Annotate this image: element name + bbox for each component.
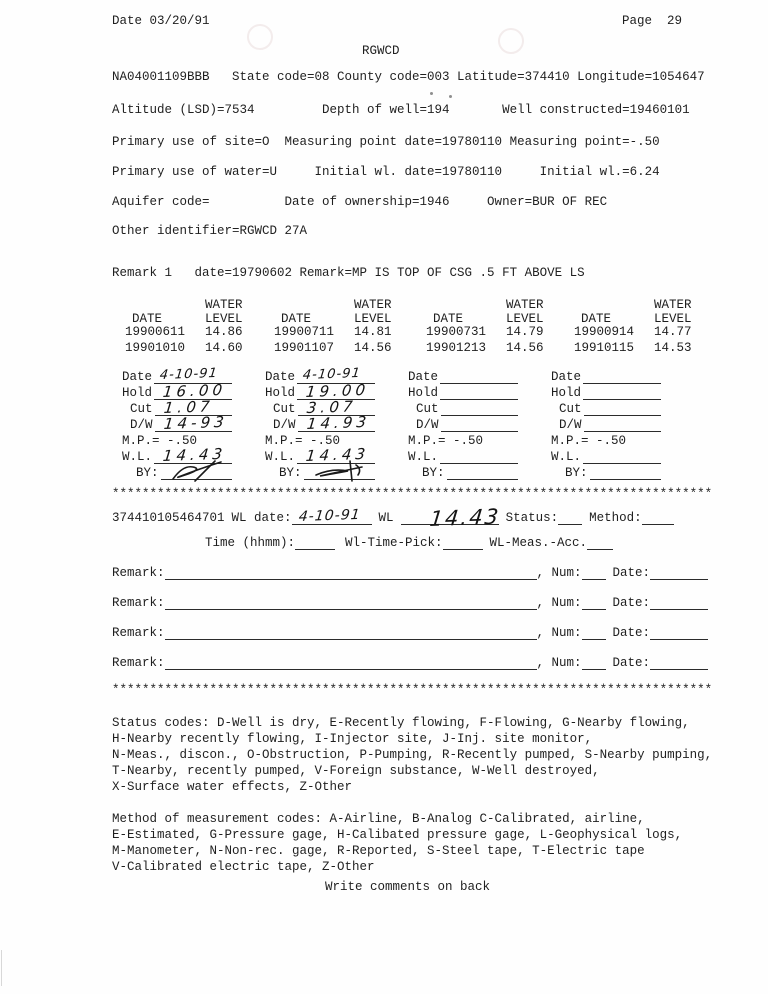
station-id: 374410105464701 [112, 511, 225, 525]
status-codes-line: X-Surface water effects, Z-Other [112, 780, 353, 794]
method-codes-line: V-Calibrated electric tape, Z-Other [112, 860, 375, 874]
field-label-wl: W.L. [122, 450, 153, 464]
method-label: Method: [589, 511, 642, 525]
water-date-value: 19900711 [274, 325, 335, 339]
date-blank [650, 657, 708, 670]
field-label-dw: D/W [559, 418, 582, 432]
column-header-date: DATE [433, 312, 464, 326]
field-label-mp: M.P.= -.50 [265, 434, 341, 448]
num-blank [582, 567, 606, 580]
wl-date-blank [292, 506, 372, 525]
status-codes-line: T-Nearby, recently pumped, V-Foreign substance, W-Well destroyed, [112, 764, 600, 778]
well-info-line: Aquifer code= Date of ownership=1946 Owner=BUR OF REC [112, 195, 608, 209]
column-header-water: WATER [506, 298, 544, 312]
date-blank [583, 368, 661, 384]
wl-date-label: WL date: [231, 511, 292, 525]
num-label: , Num: [536, 656, 582, 670]
field-label-date: Date [551, 370, 582, 384]
num-label: , Num: [536, 626, 582, 640]
water-level-value: 14.56 [506, 341, 544, 355]
status-codes-line: N-Meas., discon., O-Obstruction, P-Pumping, R-Recently pumped, S-Nearby pumping, [112, 748, 713, 762]
dw-blank [441, 416, 518, 432]
field-label-date: Date [265, 370, 296, 384]
wl-entry-line2 [205, 536, 665, 550]
date-blank [440, 368, 518, 384]
well-info-line: NA04001109BBB State code=08 County code=003 Latitude=374410 Longitude=1054647 [112, 70, 705, 84]
field-label-mp: M.P.= -.50 [408, 434, 484, 448]
method-blank [642, 512, 674, 525]
field-card [122, 365, 232, 480]
water-table-group [269, 298, 419, 358]
meas-acc-label: WL-Meas.-Acc. [489, 536, 588, 550]
hold-blank [440, 384, 518, 400]
field-label-mp: M.P.= -.50 [122, 434, 198, 448]
date-label: Date: [612, 626, 651, 640]
by-blank [161, 464, 232, 480]
water-table-group [120, 298, 270, 358]
remark-blank [165, 657, 537, 670]
field-label-hold: Hold [408, 386, 439, 400]
column-header-level: LEVEL [205, 312, 243, 326]
field-card [551, 368, 661, 480]
punch-hole [498, 28, 524, 54]
remark-label: Remark: [112, 626, 165, 640]
header-date: Date 03/20/91 [112, 14, 210, 28]
scan-edge [1, 950, 2, 986]
wl-blank [440, 448, 518, 464]
remark-row [112, 566, 712, 580]
column-header-level: LEVEL [354, 312, 392, 326]
separator-line: ******************************************************************************** [112, 683, 713, 697]
num-label: , Num: [536, 566, 582, 580]
cut-blank [584, 400, 661, 416]
well-info-line: Other identifier=RGWCD 27A [112, 224, 308, 238]
field-label-dw: D/W [273, 418, 296, 432]
field-label-dw: D/W [416, 418, 439, 432]
field-label-hold: Hold [265, 386, 296, 400]
num-blank [582, 597, 606, 610]
date-label: Date: [612, 656, 651, 670]
time-label: Time (hhmm): [205, 536, 296, 550]
time-pick-label: Wl-Time-Pick: [345, 536, 443, 550]
remark-blank [165, 597, 537, 610]
handwritten-wl-value: 14.43 [428, 504, 501, 531]
time-blank [295, 537, 335, 550]
date-label: Date: [612, 566, 651, 580]
field-label-date: Date [408, 370, 439, 384]
handwritten-wl: 14.43 [305, 444, 371, 465]
field-label-by: BY: [279, 466, 302, 480]
column-header-date: DATE [581, 312, 612, 326]
well-info-line: Primary use of site=O Measuring point date=19780110 Measuring point=-.50 [112, 135, 660, 149]
field-label-cut: Cut [130, 402, 153, 416]
water-date-value: 19900731 [426, 325, 487, 339]
field-label-by: BY: [422, 466, 445, 480]
handwritten-wl: 14.43 [162, 444, 228, 465]
wl-blank [583, 448, 661, 464]
column-header-date: DATE [132, 312, 163, 326]
water-table-group [569, 298, 719, 358]
by-blank [447, 464, 518, 480]
date-blank [650, 627, 708, 640]
field-label-wl: W.L. [408, 450, 439, 464]
handwritten-hold: 16.00 [162, 380, 228, 401]
handwritten-dw: 14-93 [162, 412, 229, 433]
dw-blank [155, 412, 232, 433]
signature [312, 459, 370, 485]
water-date-value: 19901107 [274, 341, 335, 355]
well-info-line: Primary use of water=U Initial wl. date=19780110 Initial wl.=6.24 [112, 165, 660, 179]
wl-entry-line [112, 504, 712, 531]
water-date-value: 19910115 [574, 341, 635, 355]
field-label-cut: Cut [273, 402, 296, 416]
wl-value-blank [401, 504, 501, 531]
remark-label: Remark: [112, 566, 165, 580]
status-label: Status: [505, 511, 559, 525]
scan-speck [449, 95, 452, 98]
signature [169, 459, 227, 485]
remark-label: Remark: [112, 596, 165, 610]
remark-label: Remark: [112, 656, 165, 670]
field-label-hold: Hold [122, 386, 153, 400]
field-label-wl: W.L. [265, 450, 296, 464]
field-card [408, 368, 518, 480]
field-card [265, 365, 375, 480]
page-number: Page 29 [622, 14, 683, 28]
field-label-mp: M.P.= -.50 [551, 434, 627, 448]
column-header-water: WATER [205, 298, 243, 312]
footer-note: Write comments on back [325, 880, 491, 894]
method-codes-line: M-Manometer, N-Non-rec. gage, R-Reported, S-Steel tape, T-Electric tape [112, 844, 645, 858]
method-codes-line: E-Estimated, G-Pressure gage, H-Calibated pressure gage, L-Geophysical logs, [112, 828, 683, 842]
status-codes-line: H-Nearby recently flowing, I-Injector site, J-Inj. site monitor, [112, 732, 593, 746]
water-level-value: 14.77 [654, 325, 692, 339]
water-level-value: 14.53 [654, 341, 692, 355]
dw-blank [298, 412, 375, 433]
column-header-level: LEVEL [654, 312, 692, 326]
date-blank [650, 597, 708, 610]
num-blank [582, 627, 606, 640]
field-label-cut: Cut [559, 402, 582, 416]
field-label-hold: Hold [551, 386, 582, 400]
water-level-value: 14.60 [205, 341, 243, 355]
status-codes-line: Status codes: D-Well is dry, E-Recently flowing, F-Flowing, G-Nearby flowing, [112, 716, 690, 730]
time-pick-blank [443, 537, 483, 550]
water-date-value: 19900611 [125, 325, 186, 339]
column-header-water: WATER [654, 298, 692, 312]
column-header-level: LEVEL [506, 312, 544, 326]
water-level-value: 14.56 [354, 341, 392, 355]
field-label-date: Date [122, 370, 153, 384]
by-blank [304, 464, 375, 480]
date-label: Date: [612, 596, 651, 610]
dw-blank [584, 416, 661, 432]
well-info-line: Altitude (LSD)=7534 Depth of well=194 Well constructed=19460101 [112, 103, 690, 117]
handwritten-cut: 1.07 [162, 397, 215, 417]
status-blank [558, 512, 582, 525]
num-label: , Num: [536, 596, 582, 610]
meas-acc-blank [587, 537, 613, 550]
water-level-value: 14.81 [354, 325, 392, 339]
handwritten-dw: 14.93 [305, 412, 371, 433]
water-date-value: 19901213 [426, 341, 487, 355]
doc-title: RGWCD [362, 44, 400, 58]
separator-line: ******************************************************************************** [112, 487, 713, 501]
wl-label: WL [378, 511, 394, 525]
hold-blank [583, 384, 661, 400]
date-blank [650, 567, 708, 580]
handwritten-date: 4-10-91 [302, 365, 362, 383]
remark-row [112, 626, 712, 640]
remark-row [112, 596, 712, 610]
remark-blank [165, 567, 537, 580]
remark1-line: Remark 1 date=19790602 Remark=MP IS TOP OF CSG .5 FT ABOVE LS [112, 266, 585, 280]
handwritten-hold: 19.00 [305, 380, 371, 401]
punch-hole [247, 24, 273, 50]
column-header-date: DATE [281, 312, 312, 326]
method-codes-line: Method of measurement codes: A-Airline, B-Analog C-Calibrated, airline, [112, 812, 645, 826]
handwritten-date: 4-10-91 [159, 365, 219, 383]
scan-speck [430, 92, 433, 95]
remark-blank [165, 627, 537, 640]
field-label-by: BY: [565, 466, 588, 480]
water-table-group [421, 298, 571, 358]
column-header-water: WATER [354, 298, 392, 312]
field-label-wl: W.L. [551, 450, 582, 464]
num-blank [582, 657, 606, 670]
water-date-value: 19900914 [574, 325, 635, 339]
handwritten-wl-date: 4-10-91 [297, 506, 362, 525]
handwritten-cut: 3.07 [305, 397, 358, 417]
field-label-by: BY: [136, 466, 159, 480]
remark-row [112, 656, 712, 670]
field-label-dw: D/W [130, 418, 153, 432]
field-label-cut: Cut [416, 402, 439, 416]
by-blank [590, 464, 661, 480]
water-level-value: 14.79 [506, 325, 544, 339]
water-date-value: 19901010 [125, 341, 186, 355]
cut-blank [441, 400, 518, 416]
water-level-value: 14.86 [205, 325, 243, 339]
